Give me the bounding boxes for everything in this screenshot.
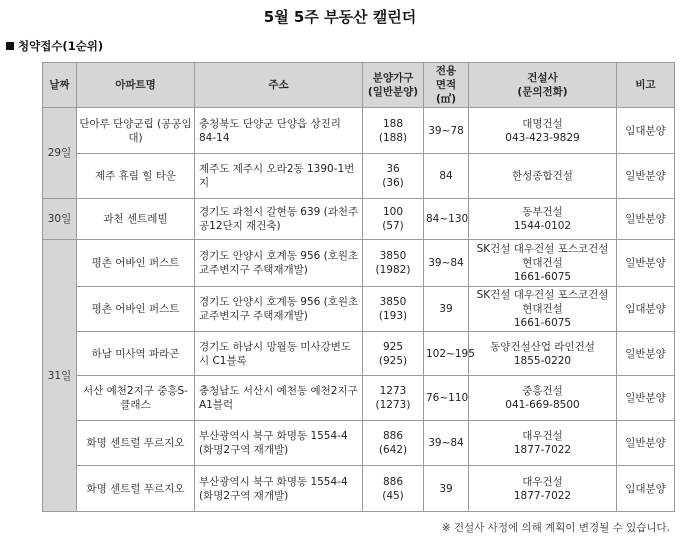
table-row: [43, 199, 675, 240]
area-cell: 84: [424, 154, 469, 199]
area-cell: 39~84: [424, 421, 469, 466]
address-cell: 경기도 하남시 망월동 미사강변도시 C1블록: [195, 332, 363, 376]
area-cell: 76~110: [424, 376, 469, 421]
table-row: [43, 466, 675, 512]
date-cell-30: 30일: [43, 199, 77, 240]
units-cell: [363, 287, 424, 332]
builder-cell: [469, 287, 617, 332]
units-cell: [363, 376, 424, 421]
header-units-line2: (일반분양): [367, 86, 419, 98]
builder-cell: [469, 199, 617, 240]
area-cell: 39: [424, 466, 469, 512]
builder-name: 대우건설: [522, 430, 563, 442]
date-cell-31: 31일: [43, 240, 77, 512]
builder-name: 동양건설산업 라인건설: [490, 340, 595, 353]
builder-name: 대우건설: [522, 475, 563, 488]
note-cell: 일반분양: [617, 421, 675, 466]
builder-cell: [469, 240, 617, 287]
note-cell: 임대분양: [617, 287, 675, 332]
units-cell: [363, 199, 424, 240]
builder-cell: [469, 108, 617, 154]
note-cell: 일반분양: [617, 376, 675, 421]
builder-phone: 1661-6075: [513, 317, 572, 329]
builder-cell: [469, 421, 617, 466]
builder-cell: [469, 376, 617, 421]
units-total: 100: [382, 206, 404, 218]
table-row: [43, 376, 675, 421]
page-title: 5월 5주 부동산 캘린더: [263, 8, 417, 26]
header-area: [424, 63, 469, 108]
units-total: 36: [386, 163, 400, 175]
units-cell: [363, 154, 424, 199]
apartment-cell: 제주 휴림 힐 타운: [77, 154, 195, 199]
units-general: (1982): [375, 264, 411, 276]
units-total: 3850: [379, 250, 407, 262]
header-units: [363, 63, 424, 108]
builder-phone: 041-669-8500: [505, 399, 580, 411]
header-area-line1: 전용: [435, 65, 457, 77]
builder-name: SK건설 대우건설 포스코건설 현대건설: [476, 243, 609, 269]
apartment-cell: 평촌 어바인 퍼스트: [77, 287, 195, 332]
area-cell: 102~195: [424, 332, 469, 376]
units-general: (45): [382, 489, 404, 502]
builder-cell: [469, 332, 617, 376]
header-address: 주소: [195, 63, 363, 108]
area-cell: 39: [424, 287, 469, 332]
units-total: 1273: [379, 385, 407, 397]
header-units-line1: 분양가구: [372, 72, 414, 84]
calendar-table: [42, 62, 675, 512]
units-general: (188): [378, 131, 408, 144]
note-cell: 일반분양: [617, 332, 675, 376]
builder-name: 동부건설: [522, 206, 563, 218]
note-cell: 임대분양: [617, 466, 675, 512]
area-cell: 39~78: [424, 108, 469, 154]
builder-phone: 1877-7022: [513, 489, 572, 502]
apartment-cell: 평촌 어바인 퍼스트: [77, 240, 195, 287]
units-cell: [363, 240, 424, 287]
table-header-row: [43, 63, 675, 108]
apartment-cell: 과천 센트레빌: [77, 199, 195, 240]
note-cell: 일반분양: [617, 199, 675, 240]
units-total: 886: [382, 475, 404, 488]
table-row: [43, 240, 675, 287]
apartment-cell: 화명 센트럴 푸르지오: [77, 421, 195, 466]
table-row: [43, 108, 675, 154]
builder-phone: 1661-6075: [513, 271, 572, 283]
address-cell: 충청북도 단양군 단양읍 상진리 84-14: [195, 108, 363, 154]
units-total: 188: [382, 117, 404, 130]
units-general: (1273): [375, 399, 411, 411]
units-total: 925: [382, 340, 404, 353]
builder-cell: [469, 154, 617, 199]
builder-name: 중흥건설: [522, 385, 563, 397]
note-cell: 임대분양: [617, 108, 675, 154]
units-cell: [363, 332, 424, 376]
section-label: 청약접수(1순위): [18, 39, 104, 53]
builder-cell: [469, 466, 617, 512]
address-cell: 경기도 안양시 호계동 956 (호원초교주변지구 주택재개발): [195, 287, 363, 332]
area-cell: 84~130: [424, 199, 469, 240]
table-row: [43, 287, 675, 332]
builder-name: 한성종합건설: [512, 170, 573, 182]
table-row: [43, 332, 675, 376]
apartment-cell: 단아루 단양군립 (공공임대): [77, 108, 195, 154]
builder-name: SK건설 대우건설 포스코건설 현대건설: [476, 289, 609, 315]
footnote: ※ 건설사 사정에 의해 계획이 변경될 수 있습니다.: [441, 522, 670, 534]
units-cell: [363, 421, 424, 466]
address-cell: 충청남도 서산시 예천동 예천2지구 A1블럭: [195, 376, 363, 421]
note-cell: 일반분양: [617, 240, 675, 287]
table-row: [43, 154, 675, 199]
address-cell: 부산광역시 북구 화명동 1554-4 (화명2구역 재개발): [195, 421, 363, 466]
units-general: (57): [382, 220, 404, 232]
units-general: (642): [378, 444, 408, 456]
units-total: 3850: [379, 296, 407, 308]
header-builder-line1: 건설사: [527, 72, 558, 84]
header-builder-line2: (문의전화): [517, 86, 568, 98]
area-cell: 39~84: [424, 240, 469, 287]
apartment-cell: 하남 미사역 파라곤: [77, 332, 195, 376]
builder-phone: 1855-0220: [513, 354, 572, 367]
units-general: (193): [378, 310, 408, 322]
header-area-line3: (㎡): [435, 93, 457, 105]
units-general: (36): [382, 177, 404, 189]
header-area-line2: 면적: [435, 79, 457, 91]
address-cell: 부산광역시 북구 화명동 1554-4 (화명2구역 재개발): [195, 466, 363, 512]
section-heading: [6, 38, 103, 54]
address-cell: 경기도 안양시 호계동 956 (호원초교주변지구 주택재개발): [195, 240, 363, 287]
header-date: 날짜: [43, 63, 77, 108]
units-cell: [363, 466, 424, 512]
builder-phone: 043-423-9829: [505, 131, 580, 144]
units-general: (925): [378, 354, 408, 367]
header-apartment: 아파트명: [77, 63, 195, 108]
builder-phone: 1544-0102: [513, 220, 572, 232]
builder-phone: 1877-7022: [513, 444, 572, 456]
note-cell: 일반분양: [617, 154, 675, 199]
apartment-cell: 화명 센트럴 푸르지오: [77, 466, 195, 512]
date-cell-29: 29일: [43, 108, 77, 199]
table-row: [43, 421, 675, 466]
units-cell: [363, 108, 424, 154]
builder-name: 대명건설: [522, 117, 563, 130]
square-bullet-icon: [6, 42, 14, 50]
address-cell: 제주도 제주시 오라2동 1390-1번지: [195, 154, 363, 199]
header-builder: [469, 63, 617, 108]
units-total: 886: [382, 430, 404, 442]
header-note: 비고: [617, 63, 675, 108]
address-cell: 경기도 과천시 갈현동 639 (과천주공12단지 재건축): [195, 199, 363, 240]
apartment-cell: 서산 예천2지구 중흥S-클래스: [77, 376, 195, 421]
